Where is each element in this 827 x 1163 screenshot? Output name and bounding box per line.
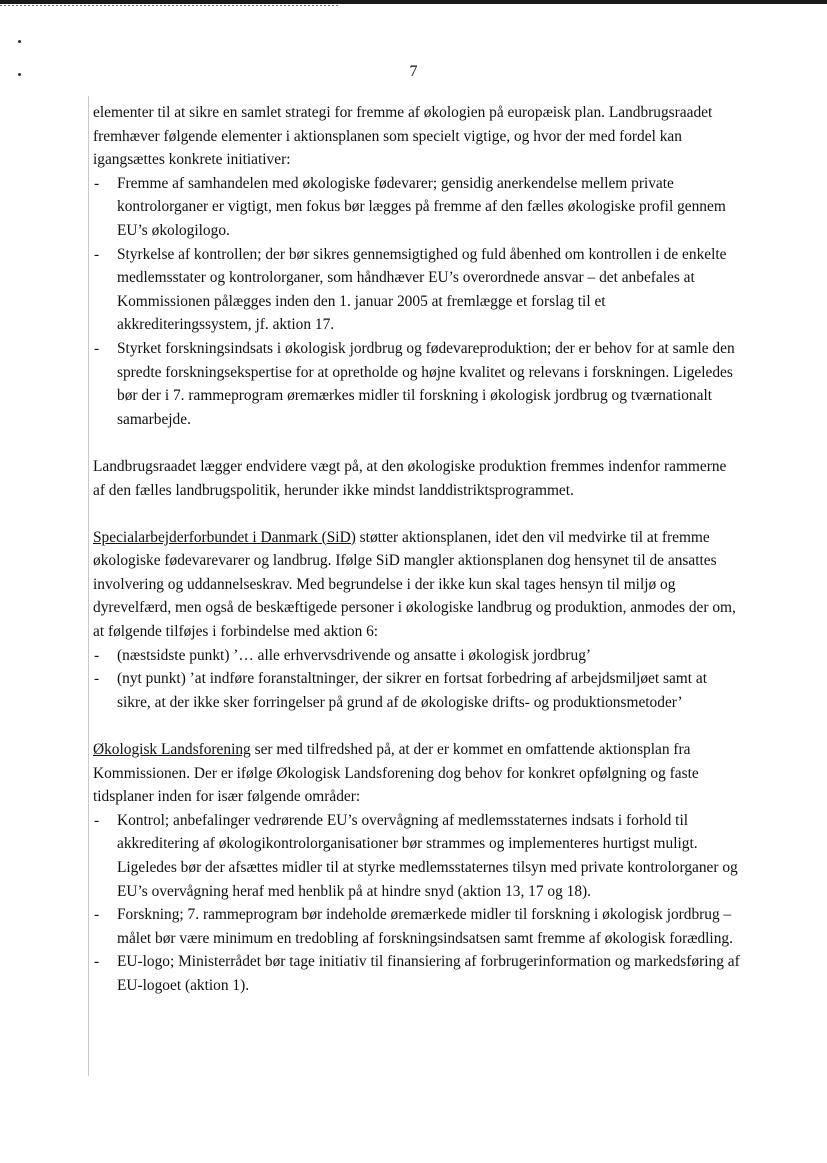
sid-bullet-list [93,644,741,715]
list-item: - Styrket forskningsindsats i økologisk jordbrug og fødevareproduktion; der er behov for at samle den spredte forskningsekspertise for at opretholde og højne kvalitet og relevans i forskningen. Ligeledes bør der i 7. rammeprogram øremærkes midler til forskning i økologisk jordbrug og tværnationalt samarbejde. [93,337,741,431]
scan-mark [18,40,21,43]
landbrug-paragraph: Landbrugsraadet lægger endvidere vægt på, at den økologiske produktion fremmes indenfor rammerne af den fælles landbrugspolitik, herunder ikke mindst landdistriktsprogrammet. [93,457,727,499]
scan-top-border [0,0,827,4]
list-item: - Forskning; 7. rammeprogram bør indeholde øremærkede midler til forskning i økologisk jordbrug – målet bør være minimum en tredobling af forskningsindsatsen samt fremme af økologisk forædling. [93,903,741,950]
document-body [93,101,741,998]
list-item: - Fremme af samhandelen med økologiske fødevarer; gensidig anerkendelse mellem private kontrolorganer er vigtigt, men fokus bør lægges på fremme af den fælles økologiske profil gennem EU’s økologilogo. [93,172,741,243]
oekologisk-text: ser med tilfredshed på, at der er kommet en omfattende aktionsplan fra Kommissionen. Der er ifølge Økologisk Landsforening dog behov for konkret opfølgning og faste tidsplaner inden for især følgende områder: [93,741,699,806]
sid-paragraph [93,526,741,644]
intro-paragraph: elementer til at sikre en samlet strategi for fremme af økologien på europæisk plan. Landbrugsraadet fremhæver følgende elementer i aktionsplanen som specielt vigtige, og hvor der med fordel kan igangsættes konkrete initiativer: [93,104,713,169]
intro-bullet-list [93,172,741,432]
list-item: - Styrkelse af kontrollen; der bør sikres gennemsigtighed og fuld åbenhed om kontrollen i de enkelte medlemsstater og kontrolorganer, som håndhæver EU’s overordnede ansvar – det anbefales at Kommissionen pålægges inden den 1. januar 2005 at fremlægge et forslag til et akkrediteringssystem, jf. aktion 17. [93,243,741,337]
list-item: - Kontrol; anbefalinger vedrørende EU’s overvågning af medlemsstaternes indsats i forhold til akkreditering af økologikontrolorganisationer bør strammes og implementeres hurtigst muligt. Ligeledes bør der afsættes midler til at styrke medlemsstaternes tilsyn med private kontrolorganer og EU’s overvågning heraf med henblik på at hindre snyd (aktion 13, 17 og 18). [93,809,741,903]
sid-org-name: Specialarbejderforbundet i Danmark (SiD) [93,528,356,546]
list-item: - EU-logo; Ministerrådet bør tage initiativ til finansiering af forbrugerinformation og markedsføring af EU-logoet (aktion 1). [93,950,741,997]
oekologisk-paragraph [93,738,741,809]
oekologisk-bullet-list [93,809,741,998]
oekologisk-org-name: Økologisk Landsforening [93,741,251,759]
list-item: - (nyt punkt) ’at indføre foranstaltninger, der sikrer en fortsat forbedring af arbejdsmiljøet samt at sikre, at der ikke sker forringelser på grund af de økologiske drifts- og produktionsmetoder’ [93,667,741,714]
page-number: 7 [409,63,418,80]
scan-top-dots [0,5,340,6]
scan-margin-line [88,96,89,1076]
sid-text: støtter aktionsplanen, idet den vil medvirke til at fremme økologiske fødevarevarer og landbrug. Ifølge SiD mangler aktionsplanen dog hensynet til de ansattes involvering og uddannelseskrav. Med begrundelse i der ikke kun skal tages hensyn til miljø og dyrevelfærd, men også de beskæftigede personer i økologiske landbrug og produktion, anmodes der om, at følgende tilføjes i forbindelse med aktion 6: [93,528,736,641]
list-item: - (næstsidste punkt) ’… alle erhvervsdrivende og ansatte i økologisk jordbrug’ [93,644,741,668]
